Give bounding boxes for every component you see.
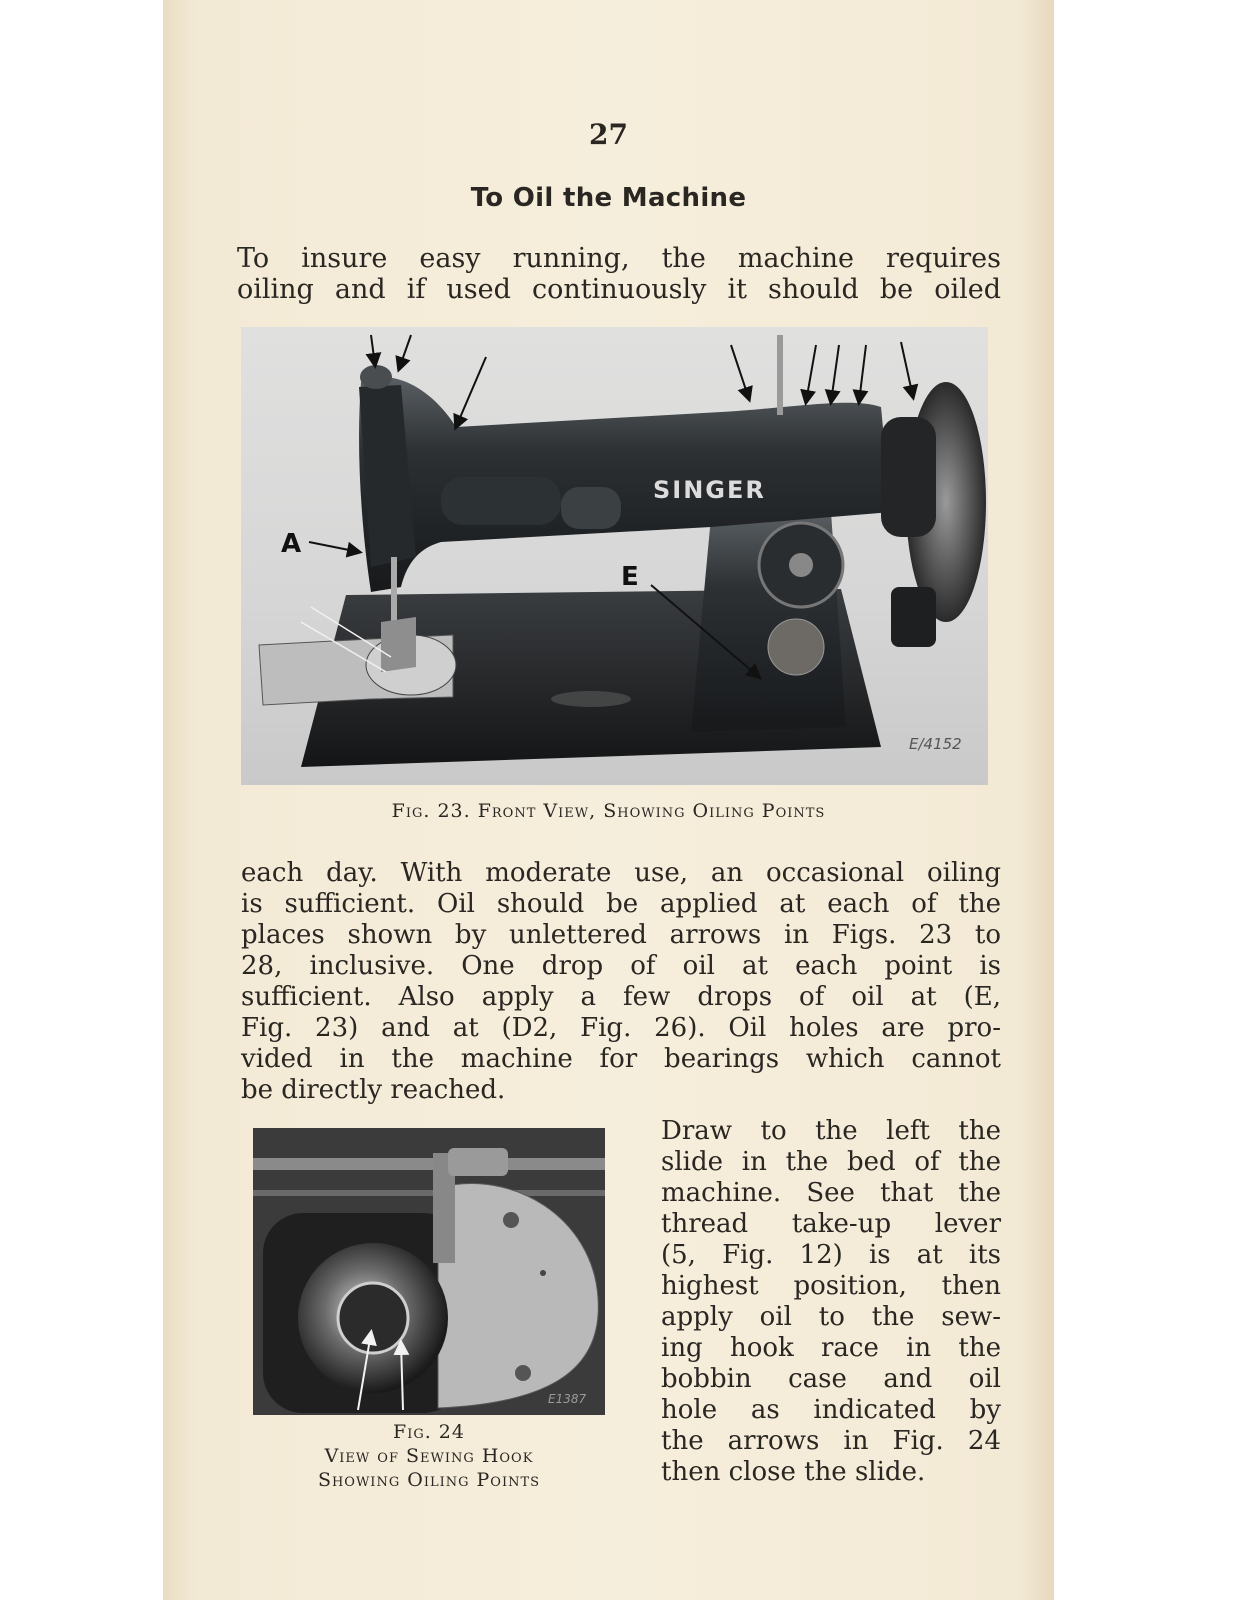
text-line: (5, Fig. 12) is at its bbox=[661, 1240, 1001, 1270]
figure-24-caption bbox=[253, 1420, 605, 1492]
needle-bar bbox=[391, 557, 397, 627]
text-line: places shown by unlettered arrows in Figs. 23 to bbox=[241, 920, 1001, 950]
oiling-arrow bbox=[806, 345, 816, 402]
oiling-arrow bbox=[859, 345, 866, 402]
oil-hole bbox=[540, 1270, 546, 1276]
text-line: each day. With moderate use, an occasional oiling bbox=[241, 858, 1001, 888]
text-line: highest position, then bbox=[661, 1271, 1001, 1301]
label-e: E bbox=[621, 562, 639, 592]
bed-decal bbox=[551, 691, 631, 707]
slide-rail bbox=[253, 1190, 605, 1196]
text-line: thread take-up lever bbox=[661, 1209, 1001, 1239]
motor-housing bbox=[881, 417, 936, 537]
page-number: 27 bbox=[589, 118, 628, 151]
stitch-regulator-hub bbox=[789, 553, 813, 577]
spool-pin bbox=[777, 335, 783, 415]
medallion bbox=[768, 619, 824, 675]
figure-24-sewing-hook-photo bbox=[253, 1128, 605, 1415]
motor bbox=[891, 587, 936, 647]
text-line: oiling and if used continuously it should be oiled bbox=[237, 274, 1001, 305]
text-line: bobbin case and oil bbox=[661, 1364, 1001, 1394]
thread-tension bbox=[360, 365, 392, 389]
label-a: A bbox=[281, 529, 302, 559]
text-line: then close the slide. bbox=[661, 1457, 926, 1487]
text-line: To insure easy running, the machine requires bbox=[237, 243, 1001, 274]
text-line: vided in the machine for bearings which cannot bbox=[241, 1044, 1001, 1074]
page-title: To Oil the Machine bbox=[470, 183, 747, 213]
plate-screw bbox=[515, 1365, 531, 1381]
caption-line: View of Sewing Hook bbox=[324, 1445, 534, 1467]
oiling-arrow bbox=[399, 335, 411, 369]
arm-cylinder bbox=[441, 477, 561, 525]
intro-paragraph bbox=[237, 243, 1001, 305]
text-line: 28, inclusive. One drop of oil at each point is bbox=[241, 951, 1001, 981]
text-line: the arrows in Fig. 24 bbox=[661, 1426, 1001, 1456]
brand-label: SINGER bbox=[653, 476, 766, 504]
oiling-arrow bbox=[831, 345, 839, 402]
presser-foot bbox=[448, 1148, 508, 1176]
text-line: Fig. 23) and at (D2, Fig. 26). Oil holes are pro- bbox=[241, 1013, 1001, 1043]
arrow-a bbox=[309, 542, 359, 552]
caption-line: Fig. 24 bbox=[393, 1421, 465, 1443]
text-line: sufficient. Also apply a few drops of oil at (E, bbox=[241, 982, 1001, 1012]
bobbin-case bbox=[338, 1283, 408, 1353]
text-line: is sufficient. Oil should be applied at each of the bbox=[241, 889, 1001, 919]
caption-line: Showing Oiling Points bbox=[317, 1469, 541, 1491]
oiling-arrow bbox=[731, 345, 749, 399]
manual-page bbox=[163, 0, 1054, 1600]
presser-foot bbox=[381, 617, 416, 672]
text-line: Draw to the left the bbox=[661, 1116, 1001, 1146]
text-line: ing hook race in the bbox=[661, 1333, 1001, 1363]
text-line: hole as indicated by bbox=[661, 1395, 1001, 1425]
text-line: slide in the bed of the bbox=[661, 1147, 1001, 1177]
figure-catalog-number: E1387 bbox=[548, 1392, 587, 1406]
arm-cylinder bbox=[561, 487, 621, 529]
oiling-arrow bbox=[456, 357, 486, 427]
figure-catalog-number: E/4152 bbox=[909, 735, 962, 753]
text-line: apply oil to the sew- bbox=[661, 1302, 1001, 1332]
figure-23-sewing-machine-photo bbox=[241, 327, 988, 785]
oiling-arrow bbox=[901, 342, 913, 397]
text-line: be directly reached. bbox=[241, 1075, 506, 1105]
side-paragraph bbox=[661, 1116, 1001, 1488]
figure-23-caption: Fig. 23. Front View, Showing Oiling Points bbox=[391, 800, 826, 822]
oiling-arrow bbox=[371, 335, 375, 365]
slide-rail bbox=[253, 1158, 605, 1170]
text-line: machine. See that the bbox=[661, 1178, 1001, 1208]
body-paragraph bbox=[241, 858, 1001, 1106]
plate-screw bbox=[503, 1212, 519, 1228]
